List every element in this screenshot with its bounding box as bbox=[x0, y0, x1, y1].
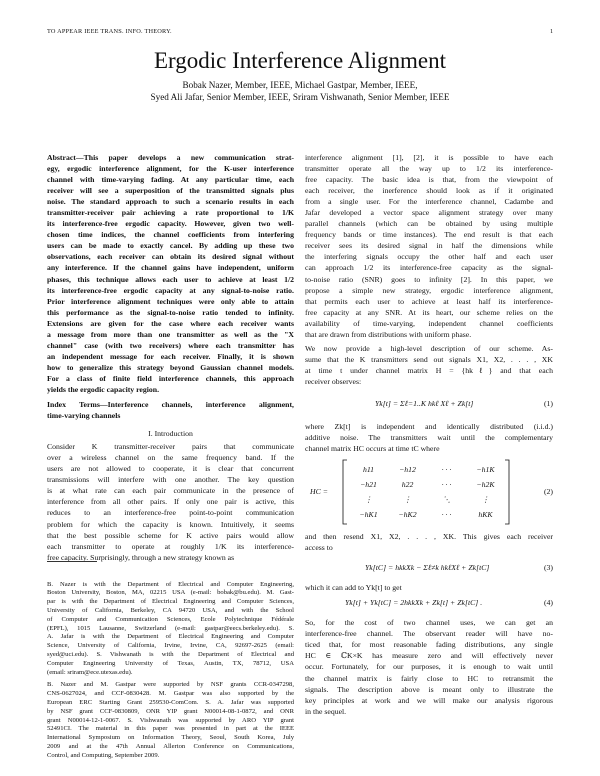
intro-left-line: that the best possible scheme for K active pairs would allow bbox=[47, 530, 294, 540]
abstract-line: egy, ergodic interference alignment, for the K-user interference bbox=[47, 164, 294, 174]
footnote1-line: (EPFL), 1015 Lausanne, Switzerland (e-mail: gastpar@eecs.berkeley.edu). S. bbox=[47, 624, 294, 632]
right-para2-line: receiver observes: bbox=[305, 376, 362, 386]
running-header: TO APPEAR IEEE TRANS. INFO. THEORY. bbox=[47, 28, 172, 35]
abstract-line: channel" case (with two receivers) where each transmitter has bbox=[47, 340, 294, 350]
scheme-paragraph bbox=[305, 343, 553, 387]
abstract-line: its interference-free ergodic capacity. However, given two well- bbox=[47, 219, 294, 229]
right-para3-line: where Zk[t] is independent and identically distributed (i.i.d.) bbox=[305, 421, 553, 431]
right-para4-line: access to bbox=[305, 543, 333, 553]
matrix-entry: h22 bbox=[401, 480, 414, 490]
right-para2-line: at time t under channel matrix H = {hkℓ} and that each bbox=[305, 365, 553, 375]
right-para1-line: can approach 1/2 its interference-free capacity as the signal- bbox=[305, 263, 553, 273]
right-para1-line: free capacity. The basic idea is that, from the viewpoint of bbox=[305, 175, 553, 185]
right-column bbox=[305, 152, 553, 717]
footnote1-line: A. Jafar is with the Department of Electrical Engineering and Computer bbox=[47, 633, 294, 641]
footnote1-line: Boston University, Boston, MA, 02215 USA (e-mail: bobak@bu.edu). M. Gast- bbox=[47, 589, 294, 597]
matrix-row bbox=[349, 477, 505, 492]
abstract-line: any interference. If the channel gains have independent, uniform bbox=[47, 263, 294, 273]
abstract-line: Extensions are given for the case where each receiver wants bbox=[47, 318, 294, 328]
footnote1-line: B. Nazer is with the Department of Electrical and Computer Engineering, bbox=[47, 580, 294, 588]
footnote1-line: University of California, Berkeley, CA 94720 USA, and with the School bbox=[47, 607, 294, 615]
equation-1-number: (1) bbox=[543, 398, 553, 408]
footnote2-line: Control, and Computing, September 2009. bbox=[47, 751, 160, 759]
intro-left-line: each transmitter to operate at roughly 1/K its interference- bbox=[47, 541, 294, 551]
footnote1-line: Science, University of California, Irvine, Irvine, CA, 92697-2625 (email: bbox=[47, 642, 294, 650]
footnote2-line: CNS-0627024, and CCF-0830428. M. Gastpar was also supported by the bbox=[47, 690, 294, 698]
right-para1-line: receiver sees its desired signal in half the dimensions while bbox=[305, 241, 553, 251]
abstract-line: observations, each receiver can obtain its desired signal without bbox=[47, 252, 294, 262]
right-para6-line: signals. The description above is meant only to illustrate the bbox=[305, 684, 553, 694]
footnote1-line: par is with the Department of Electrical Engineering and Computer Sciences, bbox=[47, 598, 294, 606]
equation-3 bbox=[305, 557, 553, 579]
noise-paragraph bbox=[305, 421, 553, 454]
author-line-1: Bobak Nazer, Member, IEEE, Michael Gastpar, Member, IEEE, bbox=[182, 80, 418, 90]
equation-4-number: (4) bbox=[543, 598, 553, 608]
abstract-line: channel with time-varying fading. At any particular time, each bbox=[47, 175, 294, 185]
footnote2-line: 52491CI. The material in this paper was presented in part at the IEEE bbox=[47, 725, 294, 733]
intro-left-line: problem for which the capacity is known. Intuitively, it seems bbox=[47, 519, 294, 529]
footnote-affiliations bbox=[47, 581, 294, 678]
right-para1-line: free capacity at any SNR. At its heart, our scheme relies on the bbox=[305, 307, 553, 317]
footnote2-line: 2009 and at the 47th Annual Allerton Conference on Communications, bbox=[47, 743, 294, 751]
intro-paragraph-cont bbox=[305, 152, 553, 340]
abstract-line: chosen time indices, the channel coefficients from interfering bbox=[47, 230, 294, 240]
matrix-entry: · · · bbox=[441, 480, 452, 490]
right-para3-line: additive noise. The transmitters wait until the complementary bbox=[305, 433, 553, 443]
abstract-line: this performance as the signal-to-noise ratio tended to infinity. bbox=[47, 307, 294, 317]
matrix-entry: −hK2 bbox=[398, 510, 417, 520]
intro-left-line: reduces to an interference-free point-to-point communication bbox=[47, 508, 294, 518]
equation-3-body: Yk[tC] = hkkXk − Σℓ≠k hkℓXℓ + Zk[tC] bbox=[365, 563, 490, 573]
intro-left-line: users are not allowed to cooperate, it is clear that concurrent bbox=[47, 464, 294, 474]
right-para6-line: HC ∈ ℂK×K has measure zero and will effectively never bbox=[305, 651, 553, 661]
abstract-line: transmitter-receiver pair achieving a rate proportional to 1/K bbox=[47, 208, 294, 218]
right-para1-line: that permits each user to achieve at least half its interference- bbox=[305, 296, 553, 306]
abstract-line: users can be made to exactly cancel. By adding up these two bbox=[47, 241, 294, 251]
matrix-entry: · · · bbox=[441, 510, 452, 520]
author-line-2: Syed Ali Jafar, Senior Member, IEEE, Sriram Vishwanath, Senior Member, IEEE bbox=[150, 92, 450, 102]
right-para1-line: Jafar developed a vector space alignment strategy over many bbox=[305, 208, 553, 218]
right-para1-line: interference alignment [1], [2], it is possible to have each bbox=[305, 153, 553, 162]
footnote1-line: of Computer and Communication Sciences, Ecole Polytechnique Fédérale bbox=[47, 615, 294, 623]
footnote1-line: (email: sriram@ece.utexas.edu). bbox=[47, 668, 133, 676]
matrix-entries bbox=[349, 462, 505, 522]
right-para2-line: We now provide a high-level description of our scheme. As- bbox=[305, 343, 553, 353]
footnote-rule bbox=[47, 561, 97, 562]
right-para1-line: availability of time-varying, independent channel coefficients bbox=[305, 318, 553, 328]
add-paragraph bbox=[305, 582, 553, 593]
footnote2-line: International Symposium on Information Theory, Seoul, South Korea, July bbox=[47, 734, 294, 742]
matrix-row bbox=[349, 507, 505, 522]
intro-left-line: over a wireless channel on the same frequency band. If the bbox=[47, 453, 294, 463]
matrix-entry: −h1K bbox=[476, 465, 495, 475]
matrix-entry: −h12 bbox=[399, 465, 416, 475]
equation-4 bbox=[305, 593, 553, 615]
matrix-entry: hKK bbox=[478, 510, 493, 520]
right-para6-line: So, for the cost of two channel uses, we can get an bbox=[305, 618, 553, 628]
right-para3-line: channel matrix HC occurs at time tC where bbox=[305, 444, 440, 454]
footnote2-line: European ERC Starting Grant 259530-ComCom. S. A. Jafar was supported bbox=[47, 699, 294, 707]
intro-left-line: transmissions will interfere with one another. The key question bbox=[47, 475, 294, 485]
intro-left-line: free capacity. Surprisingly, through a new strategy known as bbox=[47, 552, 235, 562]
right-para1-line: transmitter operate all the way up to 1/2 its interference- bbox=[305, 164, 553, 174]
intro-paragraph bbox=[47, 441, 294, 563]
equation-3-number: (3) bbox=[543, 563, 553, 573]
abstract-line: receiver will see a superposition of the transmitted signals plus bbox=[47, 186, 294, 196]
right-para2-line: sume that the K transmitters send out signals X1, X2, . . . , XK bbox=[305, 354, 553, 364]
equation-4-body: Yk[t] + Yk[tC] = 2hkkXk + Zk[t] + Zk[tC] . bbox=[345, 598, 483, 608]
right-para1-line: to-noise ratio (SNR) goes to infinity [2]. In this paper, we bbox=[305, 274, 553, 284]
equation-2 bbox=[305, 458, 553, 526]
page-number: 1 bbox=[550, 28, 554, 35]
right-para6-line: the channel matrix is fairly close to HC to retransmit the bbox=[305, 673, 553, 683]
matrix-entry: −h2K bbox=[476, 480, 495, 490]
left-column bbox=[47, 152, 294, 761]
right-para6-line: interference-free channel. The observant reader will have no- bbox=[305, 629, 553, 639]
right-para6-line: ticed that, for most reasonable fading distributions, any single bbox=[305, 640, 553, 650]
abstract-line: how to generalize this strategy beyond Gaussian channel models. bbox=[47, 362, 294, 372]
abstract-line: phases, this technique allows each user to achieve at least 1/2 bbox=[47, 274, 294, 284]
matrix-row bbox=[349, 492, 505, 507]
right-para6-line: key principles at work and we will make our analysis rigorous bbox=[305, 695, 553, 705]
abstract-line: Abstract—This paper develops a new communication strat- bbox=[47, 153, 294, 162]
index-terms-line: time-varying channels bbox=[47, 411, 121, 421]
abstract-line: For a class of finite field interference channels, this approach bbox=[47, 373, 294, 383]
footnote2-line: grant N00014-12-1-0067. S. Vishwanath was supported by ARO YIP grant bbox=[47, 716, 294, 724]
matrix-entry: ⋮ bbox=[364, 495, 373, 505]
intro-left-line: interference from all other pairs. If only one pair is active, this bbox=[47, 497, 294, 507]
right-para1-line: that are drawn from distributions with uniform phase. bbox=[305, 329, 472, 339]
equation-1-body: Yk[t] = Σℓ=1..K hkℓ Xℓ + Zk[t] bbox=[375, 398, 474, 408]
right-para1-line: propose a simple new strategy, ergodic interference alignment, bbox=[305, 285, 553, 295]
abstract-line: a message from more than one transmitter as well as the "X bbox=[47, 329, 294, 339]
matrix-entry: h11 bbox=[362, 465, 375, 475]
footnote2-line: B. Nazer and M. Gastpar were supported by NSF grants CCR-0347298, bbox=[47, 681, 294, 689]
abstract-line: yields the ergodic capacity region. bbox=[47, 384, 160, 394]
index-terms bbox=[47, 399, 294, 421]
right-para1-line: each receiver, the inerference should look as if it originated bbox=[305, 186, 553, 196]
footnote2-line: by NSF grant CCF-0830809, ONR YIP grant N00014-08-1-0872, and ONR bbox=[47, 707, 294, 715]
abstract-line: Prior interference alignment techniques were only able to attain bbox=[47, 296, 294, 306]
matrix-entry: ⋮ bbox=[481, 495, 490, 505]
abstract-line: its interference-free ergodic capacity at any signal-to-noise ratio. bbox=[47, 285, 294, 295]
abstract-line: noise. The standard approach to such a scenario results in each bbox=[47, 197, 294, 207]
matrix-entry: · · · bbox=[441, 465, 452, 475]
matrix-entry: ⋮ bbox=[403, 495, 412, 505]
right-para4-line: and then resend X1, X2, . . . , XK. This gives each receiver bbox=[305, 532, 553, 542]
equation-2-number: (2) bbox=[543, 487, 553, 497]
matrix-lhs: HC = bbox=[310, 487, 328, 497]
equation-1 bbox=[305, 393, 553, 415]
paper-title: Ergodic Interference Alignment bbox=[153, 48, 447, 73]
footnote1-line: Computer Engineering University of Texas, Austin, TX, 78712, USA bbox=[47, 659, 294, 667]
right-para1-line: the interfering signals occupy the other half and each user bbox=[305, 252, 553, 262]
right-para1-line: parallel channels (which can be obtained by using multiple bbox=[305, 219, 553, 229]
footnote1-line: syed@uci.edu). S. Vishwanath is with the Department of Electrical and bbox=[47, 651, 294, 659]
footnote-funding bbox=[47, 681, 294, 760]
matrix-entry: −hK1 bbox=[359, 510, 378, 520]
right-para5-line: which it can add to Yk[t] to get bbox=[305, 583, 402, 593]
right-para1-line: frequency bands or time instances). The end result is that each bbox=[305, 230, 553, 240]
right-para1-line: from a single user. For the interference channel, Cadambe and bbox=[305, 197, 553, 207]
matrix-entry: −h21 bbox=[360, 480, 377, 490]
right-para6-line: occur. Fortunately, for our purposes, it is enough to wait until bbox=[305, 662, 553, 672]
matrix-row bbox=[349, 462, 505, 477]
section-heading: I. Introduction bbox=[148, 429, 193, 439]
intro-left-line: is at what rate can each pair communicate in the presence of bbox=[47, 486, 294, 496]
index-terms-line: Index Terms—Interference channels, interference alignment, bbox=[47, 400, 294, 410]
intro-left-line: Consider K transmitter-receiver pairs that communicate bbox=[47, 442, 294, 452]
right-para6-line: in the sequel. bbox=[305, 706, 347, 716]
abstract-line: an independent message for each receiver. Finally, it is shown bbox=[47, 351, 294, 361]
abstract bbox=[47, 152, 294, 395]
matrix-entry: ⋱ bbox=[442, 495, 451, 505]
resend-paragraph bbox=[305, 531, 553, 553]
conclusion-paragraph bbox=[305, 617, 553, 716]
